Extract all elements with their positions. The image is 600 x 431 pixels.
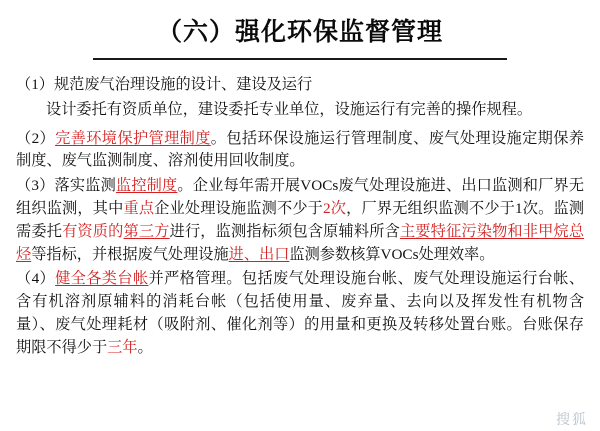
text-run: 监测参数核算VOCs处理效率。 bbox=[289, 245, 495, 263]
text-run-highlight: 主要特征污染物和非甲烷总烃 bbox=[16, 222, 585, 263]
text-run-highlight: 重点 bbox=[123, 199, 155, 217]
text-run-highlight: 第三方 bbox=[123, 222, 170, 240]
text-run: 。包括环保设施运行管理制度、废气处理设施定期保养制度、废气监测制度、溶剂使用回收制度。 bbox=[16, 129, 585, 170]
text-run-highlight: 三年 bbox=[107, 338, 138, 356]
text-run: 。 bbox=[137, 338, 153, 356]
paragraph-item-1-detail bbox=[16, 99, 584, 122]
title-underline bbox=[93, 58, 507, 60]
text-run: ，厂界无组织监测不少于1次。监测需委托 bbox=[16, 199, 585, 240]
text-run-highlight: 有资质的 bbox=[62, 222, 124, 240]
text-run: （4） bbox=[16, 270, 56, 288]
paragraph-item-2 bbox=[16, 128, 584, 174]
text-run: （1）规范废气治理设施的设计、建设及运行 bbox=[16, 76, 313, 93]
text-run: 设计委托有资质单位，建设委托专业单位，设施运行有完善的操作规程。 bbox=[46, 100, 532, 118]
text-run: 等指标，并根据废气处理设施 bbox=[31, 245, 229, 263]
paragraph-item-3 bbox=[16, 175, 584, 266]
text-run: 并严格管理。包括废气处理设施台帐、废气处理设施运行台帐、含有机溶剂原辅料的消耗台帐（包括使用量、废弃量、去向以及挥发性有机物含量）、废气处理耗材（吸附剂、催化剂等）的用量和更换及转移处置台账。台账保存期限不得少于 bbox=[16, 270, 585, 356]
watermark: 搜狐 bbox=[556, 411, 588, 427]
text-run-highlight: 监控制度 bbox=[115, 177, 178, 195]
text-run: 企业处理设施监测不少于 bbox=[154, 199, 324, 217]
paragraph-item-1 bbox=[16, 74, 584, 97]
text-run: 落实监测 bbox=[54, 177, 116, 195]
text-run-highlight: 健全各类台帐 bbox=[55, 270, 149, 288]
paragraph-item-4 bbox=[16, 268, 584, 359]
text-run: 。企业每年需开展VOCs废气处理设施进、出口监测和厂界无组织监测，其中 bbox=[16, 177, 585, 217]
text-run: （3） bbox=[16, 177, 55, 195]
document-body bbox=[16, 74, 584, 360]
text-run-highlight: 进、出口 bbox=[228, 245, 290, 263]
page-title: （六）强化环保监督管理 bbox=[156, 19, 443, 46]
text-run: （2） bbox=[16, 129, 56, 147]
text-run-highlight: 完善环境保护管理制度 bbox=[55, 129, 211, 147]
document-page bbox=[0, 12, 600, 431]
text-run: 进行，监测指标须包含原辅料所含 bbox=[169, 222, 400, 240]
text-run-highlight: 2次 bbox=[323, 199, 347, 217]
